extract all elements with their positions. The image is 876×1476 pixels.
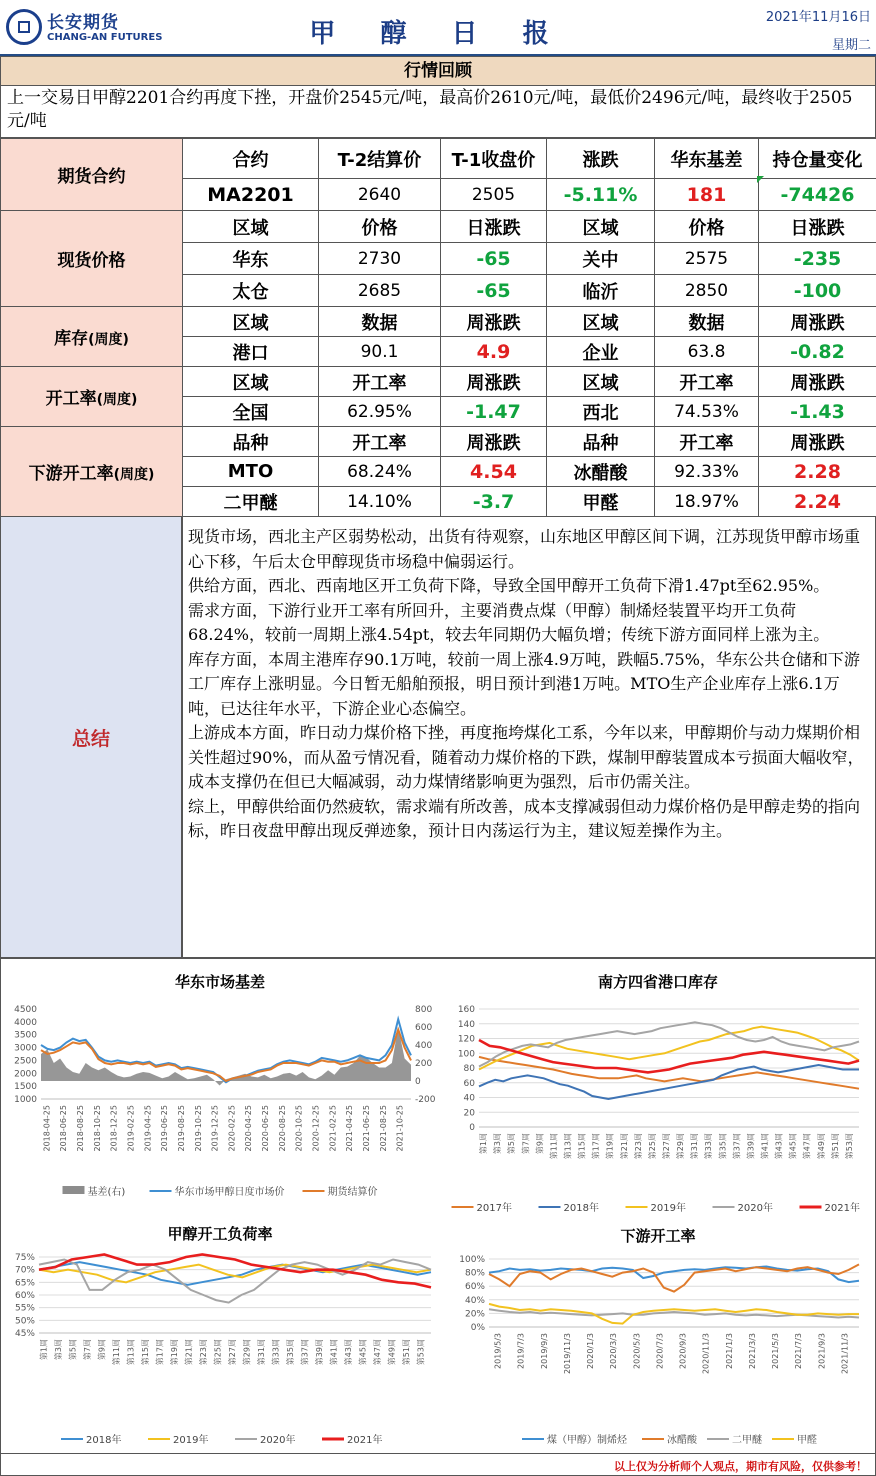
x-tick-label: 第5周 [68,1339,78,1361]
spot-daily-change: -65 [441,275,547,307]
downstream-weekly-change: 2.28 [759,457,876,487]
inventory-label-suffix: (周度) [88,332,129,348]
x-tick-label: 第29周 [676,1133,686,1160]
x-tick-label: 第3周 [53,1339,63,1361]
x-tick-label: 第45周 [358,1339,368,1366]
x-tick-label: 第43周 [774,1133,784,1160]
downstream-header: 周涨跌 [759,427,876,457]
x-tick-label: 第9周 [97,1339,107,1361]
x-tick-label: 第27周 [228,1339,237,1366]
x-tick-label: 第17周 [155,1339,165,1366]
y-tick-label: 3500 [14,1030,37,1041]
report-header [0,0,876,56]
y-tick-label: 80 [463,1064,475,1074]
x-tick-label: 第13周 [126,1339,136,1366]
futures-table [0,138,876,211]
y-tick-label: 140 [457,1019,475,1030]
legend-swatch [63,1186,85,1194]
disclaimer-footer: 以上仅为分析师个人观点，期市有风险，仅供参考！ [0,1454,876,1476]
y-tick-label: 4500 [14,1005,37,1015]
x-tick-label: 第49周 [816,1133,826,1160]
downstream-weekly-change: 2.24 [759,487,876,517]
inventory-label: 库存 [54,329,89,349]
x-tick-label: 2020-02-25 [227,1105,237,1152]
operating-label: 开工率 [45,389,97,409]
x-tick-label: 第31周 [690,1133,700,1160]
y-tick-label: 120 [457,1034,475,1045]
spot-header: 日涨跌 [441,211,547,243]
x-tick-label: 2019-02-25 [126,1105,136,1152]
x-tick-label: 第33周 [704,1133,714,1160]
y-tick-label: 40% [464,1295,485,1306]
futures-header: 持仓量变化 [759,139,876,179]
spot-section-label: 现货价格 [1,211,183,307]
x-tick-label: 第51周 [402,1339,412,1366]
y-tick-label: 2000 [14,1069,37,1080]
y2-tick-label: 800 [415,1005,433,1015]
x-tick-label: 2018-04-25 [42,1105,52,1152]
spot-header: 区域 [547,211,655,243]
downstream-section-label [1,427,183,517]
settle-price-t2: 2640 [319,179,441,211]
downstream-rate: 92.33% [655,457,759,487]
futures-header: 涨跌 [547,139,655,179]
x-tick-label: 2021/1/3 [724,1333,734,1369]
x-tick-label: 第1周 [39,1339,49,1361]
y-tick-label: 4000 [14,1017,37,1028]
x-tick-label: 2019/9/3 [539,1333,549,1369]
operating-region: 全国 [183,397,319,427]
spot-header: 价格 [655,211,759,243]
x-tick-label: 2021/5/3 [771,1333,781,1369]
report-title: 甲 醇 日 报 [309,19,567,49]
x-tick-label: 2020/1/3 [586,1333,596,1369]
spot-daily-change: -100 [759,275,876,307]
legend-label: 2018年 [86,1435,122,1446]
series-line [479,1057,859,1089]
x-tick-label: 第39周 [746,1133,756,1160]
open-interest-change: -74426 [759,179,876,211]
downstream-product: 甲醛 [547,487,655,517]
x-tick-label: 2018-08-25 [76,1105,86,1152]
operating-label-suffix: (周度) [96,392,138,408]
x-tick-label: 2021/11/3 [840,1333,850,1375]
y-tick-label: 100% [459,1255,485,1265]
y2-tick-label: 600 [415,1023,433,1033]
y-tick-label: 1500 [14,1082,37,1093]
series-line [39,1265,431,1283]
spot-header: 区域 [183,211,319,243]
downstream-header: 开工率 [655,427,759,457]
x-tick-label: 2020/5/3 [632,1333,642,1369]
legend-label: 期货结算价 [327,1187,378,1198]
downstream-table [0,426,876,517]
y2-tick-label: 200 [415,1059,433,1069]
x-tick-label: 2019-06-25 [160,1105,170,1152]
legend-label: 二甲醚 [732,1435,762,1446]
operating-region: 西北 [547,397,655,427]
futures-header: 合约 [183,139,319,179]
x-tick-label: 第33周 [271,1339,281,1366]
inventory-weekly-change: 4.9 [441,337,547,367]
y-tick-label: 20% [464,1309,485,1320]
operating-rate-table [0,366,876,427]
operating-header: 区域 [183,367,319,397]
logo-name-en: CHANG-AN FUTURES [47,32,163,43]
x-tick-label: 第21周 [619,1133,629,1160]
x-tick-label: 第53周 [844,1133,854,1160]
inventory-table [0,306,876,367]
x-tick-label: 2020-06-25 [261,1105,271,1152]
summary-paragraph: 现货市场，西北主产区弱势松动，出货有待观察，山东地区甲醇区间下调，江苏现货甲醇市场重心下移，午后太仓甲醇现货市场稳中偏弱运行。 [188,527,861,571]
x-tick-label: 第15周 [140,1339,150,1366]
x-tick-label: 第23周 [198,1339,208,1366]
legend-label: 2019年 [173,1435,209,1446]
x-tick-label: 2021-04-25 [345,1105,355,1152]
y-tick-label: 75% [14,1253,35,1263]
chart-title: 甲醇开工负荷率 [167,1225,273,1243]
x-tick-label: 第19周 [169,1339,179,1366]
x-tick-label: 第41周 [760,1133,770,1160]
legend-label: 2021年 [347,1435,383,1446]
logo-name-cn: 长安期货 [47,13,119,33]
inventory-weekly-change: -0.82 [759,337,876,367]
y-tick-label: 55% [14,1303,35,1314]
spot-region: 临沂 [547,275,655,307]
spot-price: 2685 [319,275,441,307]
futures-header: T-1收盘价 [441,139,547,179]
inventory-header: 数据 [319,307,441,337]
y-tick-label: 3000 [14,1043,37,1054]
y-tick-label: 20 [463,1108,475,1119]
operating-header: 周涨跌 [441,367,547,397]
spot-price: 2850 [655,275,759,307]
report-weekday: 星期二 [831,38,871,53]
legend-label: 煤（甲醇）制烯烃 [547,1435,627,1446]
y-tick-label: 60 [463,1078,475,1089]
x-tick-label: 第45周 [788,1133,798,1160]
operating-weekly-change: -1.43 [759,397,876,427]
downstream-label-suffix: (周度) [113,467,155,483]
x-tick-label: 第37周 [300,1339,310,1366]
downstream-product: 二甲醚 [183,487,319,517]
x-tick-label: 2019/7/3 [516,1333,526,1369]
x-tick-label: 2020-12-25 [311,1105,321,1152]
x-tick-label: 2021-10-25 [395,1105,405,1152]
inventory-region: 港口 [183,337,319,367]
y2-tick-label: 0 [415,1077,421,1087]
x-tick-label: 第21周 [184,1339,194,1366]
spot-region: 太仓 [183,275,319,307]
operating-header: 开工率 [319,367,441,397]
spot-header: 价格 [319,211,441,243]
y-tick-label: 60% [14,1291,35,1301]
spot-region: 华东 [183,243,319,275]
spot-region: 关中 [547,243,655,275]
y-tick-label: 70% [14,1265,35,1276]
x-tick-label: 第9周 [535,1133,545,1155]
legend-label: 华东市场甲醇日度市场价 [174,1187,285,1198]
operating-header: 周涨跌 [759,367,876,397]
contract-code: MA2201 [183,179,319,211]
x-tick-label: 2021-02-25 [328,1105,338,1152]
operating-rate: 62.95% [319,397,441,427]
x-tick-label: 第39周 [315,1339,325,1366]
downstream-product: MTO [183,457,319,487]
y-tick-label: 40 [463,1093,475,1104]
chart-title: 南方四省港口库存 [597,973,718,991]
downstream-product: 冰醋酸 [547,457,655,487]
x-tick-label: 第31周 [257,1339,267,1366]
x-tick-label: 2019/11/3 [562,1333,572,1375]
legend-label: 甲醛 [797,1435,817,1446]
x-tick-label: 2018-06-25 [59,1105,69,1152]
x-tick-label: 第7周 [521,1133,531,1155]
legend-label: 冰醋酸 [667,1435,697,1446]
downstream-header: 品种 [183,427,319,457]
x-tick-label: 第13周 [563,1133,573,1160]
report-date: 2021年11月16日 [765,10,871,25]
downstream-header: 开工率 [319,427,441,457]
x-tick-label: 第3周 [493,1133,503,1155]
x-tick-label: 第49周 [387,1339,397,1366]
x-tick-label: 第5周 [507,1133,517,1155]
x-tick-label: 第51周 [830,1133,840,1160]
operating-weekly-change: -1.47 [441,397,547,427]
summary-paragraph: 上游成本方面，昨日动力煤价格下挫，再度拖垮煤化工系，今年以来，甲醇期价与动力煤期价相关性超过90%，而从盈亏情况看，随着动力煤价格的下跌，煤制甲醇装置成本亏损面大幅收窄，成本支撑仍在但已大幅减弱，动力煤情绪影响更为强烈，后市仍需关注。 [188,723,864,791]
spot-daily-change: -235 [759,243,876,275]
legend-label: 2017年 [476,1203,512,1214]
x-tick-label: 2021/7/3 [794,1333,804,1369]
downstream-weekly-change: 4.54 [441,457,547,487]
downstream-weekly-change: -3.7 [441,487,547,517]
y2-tick-label: 400 [415,1041,433,1051]
inventory-value: 90.1 [319,337,441,367]
x-tick-label: 2019-12-25 [210,1105,220,1152]
y-tick-label: 45% [14,1329,35,1339]
x-tick-label: 第41周 [329,1339,339,1366]
x-tick-label: 第7周 [82,1339,92,1361]
summary-paragraph: 需求方面，下游行业开工率有所回升，主要消费点煤（甲醇）制烯烃装置平均开工负荷68.24%，较前一周期上涨4.54pt，较去年同期仍大幅负增；传统下游方面同样上涨为主。 [188,600,830,644]
operating-header: 区域 [547,367,655,397]
y-tick-label: 100 [457,1049,475,1060]
x-tick-label: 第1周 [479,1133,489,1155]
futures-header: 华东基差 [655,139,759,179]
x-tick-label: 2019-08-25 [176,1105,186,1152]
inventory-header: 数据 [655,307,759,337]
close-price-t1: 2505 [441,179,547,211]
summary-label: 总结 [0,516,182,958]
x-tick-label: 2020-04-25 [244,1105,254,1152]
x-tick-label: 第11周 [549,1133,559,1160]
spot-daily-change: -65 [441,243,547,275]
x-tick-label: 第47周 [373,1339,383,1366]
section-heading-review: 行情回顾 [0,56,876,86]
x-tick-label: 2020/11/3 [701,1333,711,1375]
legend-label: 2019年 [650,1203,686,1214]
chart-east-china-basis [1,995,439,1215]
y-tick-label: 1000 [14,1095,37,1105]
x-tick-label: 第15周 [577,1133,587,1160]
legend-label: 2018年 [563,1203,599,1214]
x-tick-label: 2020/7/3 [655,1333,665,1369]
downstream-rate: 18.97% [655,487,759,517]
x-tick-label: 第27周 [662,1133,671,1160]
y-tick-label: 80% [464,1268,485,1279]
x-tick-label: 2020/3/3 [609,1333,619,1369]
operating-section-label [1,367,183,427]
x-tick-label: 第25周 [647,1133,657,1160]
chart-title: 华东市场基差 [174,973,265,991]
x-tick-label: 2021/3/3 [747,1333,757,1369]
spot-header: 日涨跌 [759,211,876,243]
x-tick-label: 2019-04-25 [143,1105,153,1152]
x-tick-label: 第47周 [802,1133,812,1160]
x-tick-label: 第19周 [605,1133,615,1160]
inventory-region: 企业 [547,337,655,367]
series-line [489,1264,859,1291]
charts-panel [0,958,876,1454]
review-text: 上一交易日甲醇2201合约再度下挫，开盘价2545元/吨，最高价2610元/吨，最低价2496元/吨，最终收于2505元/吨 [0,86,876,138]
cell-marker-icon [757,176,764,183]
price-change-pct: -5.11% [547,179,655,211]
x-tick-label: 2019-10-25 [193,1105,203,1152]
x-tick-label: 第53周 [416,1339,426,1366]
operating-rate: 74.53% [655,397,759,427]
downstream-rate: 68.24% [319,457,441,487]
spot-price: 2730 [319,243,441,275]
x-tick-label: 2021-08-25 [378,1105,388,1152]
legend-label: 2021年 [824,1203,860,1214]
y-tick-label: 50% [14,1316,35,1327]
operating-header: 开工率 [655,367,759,397]
x-tick-label: 第17周 [591,1133,601,1160]
series-line [479,1022,859,1066]
y-tick-label: 160 [457,1005,475,1015]
y-tick-label: 2500 [14,1056,37,1067]
downstream-header: 周涨跌 [441,427,547,457]
x-tick-label: 第35周 [286,1339,296,1366]
downstream-rate: 14.10% [319,487,441,517]
x-tick-label: 2020-10-25 [294,1105,304,1152]
y-tick-label: 60% [464,1282,485,1293]
inventory-header: 周涨跌 [441,307,547,337]
inventory-header: 区域 [183,307,319,337]
summary-body [182,516,876,958]
y-tick-label: 0 [469,1123,475,1133]
x-tick-label: 2021-06-25 [361,1105,371,1152]
chart-port-inventory [439,995,876,1221]
x-tick-label: 第37周 [732,1133,742,1160]
chart-title: 下游开工率 [620,1227,696,1245]
chart-downstream-operating-rate [439,1249,876,1453]
x-tick-label: 第43周 [344,1339,354,1366]
x-tick-label: 2019/5/3 [493,1333,503,1369]
spot-price-table [0,210,876,307]
y-tick-label: 65% [14,1278,35,1289]
spot-price: 2575 [655,243,759,275]
downstream-label: 下游开工率 [28,464,114,484]
x-tick-label: 第11周 [111,1339,121,1366]
x-tick-label: 2018-10-25 [92,1105,102,1152]
downstream-header: 品种 [547,427,655,457]
east-china-basis: 181 [655,179,759,211]
summary-paragraph: 供给方面，西北、西南地区开工负荷下降，导致全国甲醇开工负荷下滑1.47pt至62.95%。 [188,576,830,595]
legend-label: 基差(右) [87,1187,126,1198]
x-tick-label: 第35周 [718,1133,728,1160]
inventory-section-label [1,307,183,367]
x-tick-label: 2018-12-25 [109,1105,119,1152]
x-tick-label: 第23周 [633,1133,643,1160]
x-tick-label: 2020-08-25 [277,1105,287,1152]
chart-methanol-operating-rate [1,1247,439,1453]
x-tick-label: 第25周 [213,1339,223,1366]
inventory-header: 周涨跌 [759,307,876,337]
y-tick-label: 0% [470,1323,485,1333]
inventory-value: 63.8 [655,337,759,367]
x-tick-label: 2021/9/3 [817,1333,827,1369]
y2-tick-label: -200 [415,1095,436,1105]
futures-header: T-2结算价 [319,139,441,179]
x-tick-label: 2020/9/3 [678,1333,688,1369]
summary-paragraph: 综上，甲醇供给面仍然疲软，需求端有所改善，成本支撑减弱但动力煤价格仍是甲醇走势的指向标，昨日夜盘甲醇出现反弹迹象，预计日内荡运行为主，建议短差操作为主。 [188,796,861,840]
inventory-header: 区域 [547,307,655,337]
series-line [479,1027,859,1070]
summary-paragraph: 库存方面，本周主港库存90.1万吨，较前一周上涨4.9万吨，跌幅5.75%，华东公共仓储和下游工厂库存上涨明显。今日暂无船舶预报，明日预计到港1万吨。MTO生产企业库存上涨6.1万吨，已达往年水平，下游企业心态偏空。 [188,649,860,718]
legend-label: 2020年 [260,1435,296,1446]
futures-section-label: 期货合约 [1,139,183,211]
legend-label: 2020年 [737,1203,773,1214]
x-tick-label: 第29周 [242,1339,252,1366]
